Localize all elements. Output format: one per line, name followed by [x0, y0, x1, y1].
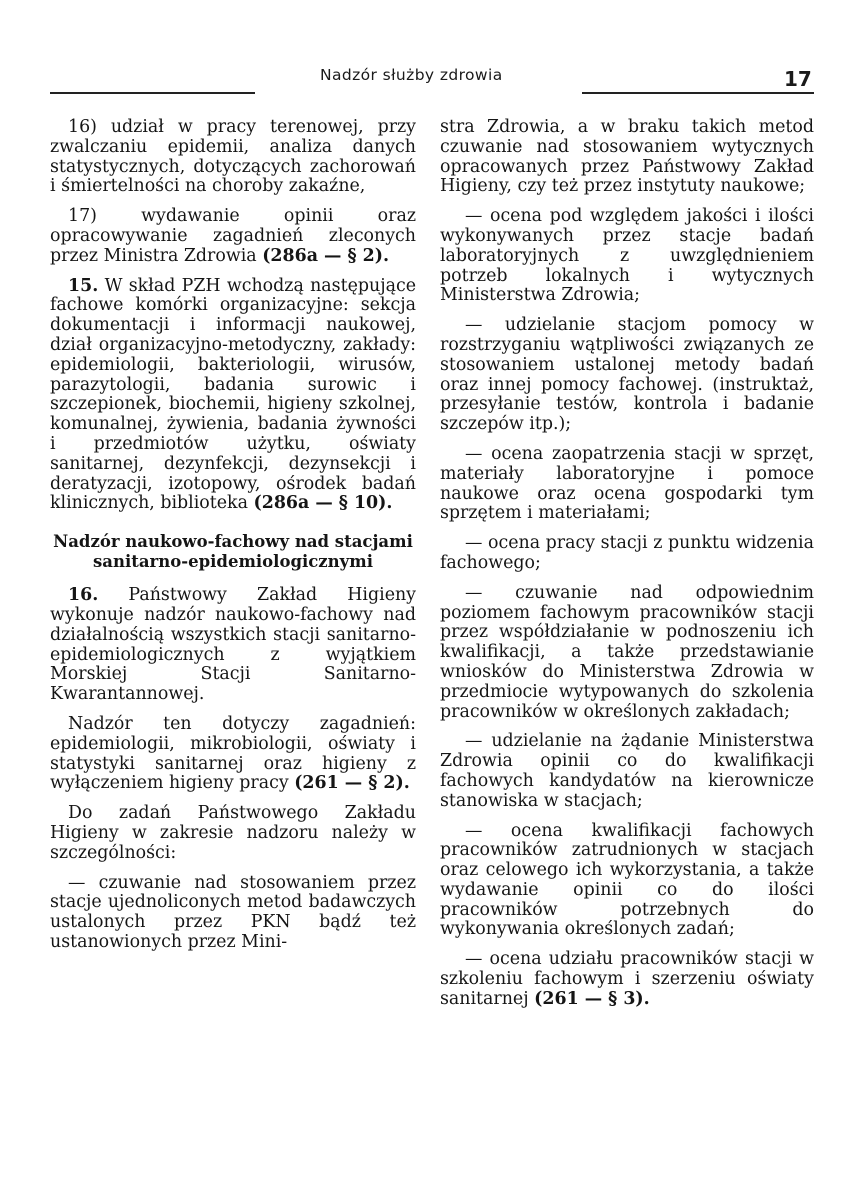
list-item: — ocena pod względem jakości i ilości wykonywanych przez stacje badań laboratoryjnych z uwzględnieniem potrzeb lokalnych i wytycznych Ministerstwa Zdrowia; — [440, 206, 814, 306]
legal-reference: (261 — § 3). — [534, 988, 650, 1009]
list-item: — ocena zaopatrzenia stacji w sprzęt, materiały laboratoryjne i pomoce naukowe oraz ocena gospodarki tym sprzętem i materiałami; — [440, 443, 814, 524]
section-number: 15. — [68, 275, 99, 296]
right-column — [440, 118, 814, 1020]
list-item: — ocena kwalifikacji fachowych pracowników zatrudnionych w stacjach oraz celowego ich wykorzystania, a także wydawanie opinii co do ilości pracowników potrzebnych do wykonywania określonych zadań; — [440, 820, 814, 940]
item-17-paragraph: 17) wydawanie opinii oraz opracowywanie zagadnień zleconych przez Ministra Zdrowia (286a — § 2). — [50, 206, 416, 266]
page-number: 17 — [784, 67, 812, 91]
list-item: — ocena pracy stacji z punktu widzenia fachowego; — [440, 533, 814, 573]
legal-reference: (286a — § 10). — [253, 493, 393, 514]
legal-reference: (261 — § 2). — [294, 773, 410, 794]
continuation-paragraph: stra Zdrowia, a w braku takich metod czuwanie nad stosowaniem wytycznych opracowanych przez Państwowy Zakład Higieny, czy też przez instytuty naukowe; — [440, 117, 814, 197]
header-rule-right — [582, 92, 814, 94]
left-column — [50, 118, 416, 963]
list-item: — udzielanie stacjom pomocy w rozstrzyganiu wątpliwości związanych ze stosowaniem ustalonej metody badań oraz innej pomocy fachowej. (instruktaż, przesyłanie testów, kontrola i badanie szczepów itp.); — [440, 315, 814, 435]
list-item: — ocena udziału pracowników stacji w szkoleniu fachowym i szerzeniu oświaty sanitarnej (261 — § 3). — [440, 949, 814, 1009]
list-item: — udzielanie na żądanie Ministerstwa Zdrowia opinii co do kwalifikacji fachowych kandydatów na kierownicze stanowiska w stacjach; — [440, 731, 814, 811]
zadania-paragraph: Do zadań Państwowego Zakładu Higieny w zakresie nadzoru należy w szczególności: — [50, 803, 416, 863]
item-16-paragraph: 16) udział w pracy terenowej, przy zwalczaniu epidemii, analiza danych statystycznych, dotyczących zachorowań i śmiertelności na choroby zakaźne, — [50, 117, 416, 197]
czuwanie-paragraph: — czuwanie nad stosowaniem przez stacje ujednoliconych metod badawczych ustalonych przez PKN bądź też ustanowionych przez Mini- — [50, 872, 416, 952]
legal-reference: (286a — § 2). — [262, 245, 390, 266]
section-15-paragraph: 15. W skład PZH wchodzą następujące fachowe komórki organizacyjne: sekcja dokumentacji i informacji naukowej, dział organizacyjno-metodyczny, zakłady: epidemiologii, bakteriologii, wirusów, parazytologii, badania surowic i szczepionek, biochemii, higieny szkolnej, komunalnej, żywienia, badania żywności i przedmiotów użytku, oświaty sanitarnej, dezynfekcji, dezynsekcji i deratyzacji, izotopowy, ośrodek badań klinicznych, biblioteka (286a — § 10). — [50, 275, 416, 514]
section-number: 16. — [68, 585, 99, 606]
header-rule-left — [50, 92, 255, 94]
list-item: — czuwanie nad odpowiednim poziomem fachowym pracowników stacji przez współdziałanie w podnoszeniu ich kwalifikacji, a także przedstawianie wniosków do Ministerstwa Zdrowia w przedmiocie wytypowanych do szkolenia pracowników w określonych zakładach; — [440, 582, 814, 722]
nadzor-paragraph: Nadzór ten dotyczy zagadnień: epidemiologii, mikrobiologii, oświaty i statystyki sanitarnej oraz higieny z wyłączeniem higieny pracy (261 — § 2). — [50, 713, 416, 794]
section-16-paragraph: 16. Państwowy Zakład Higieny wykonuje nadzór naukowo-fachowy nad działalnością wszystkich stacji sanitarno-epidemiologicznych z wyjątkiem Morskiej Stacji Sanitarno-Kwarantannowej. — [50, 585, 417, 705]
section-heading: Nadzór naukowo-fachowy nad stacjami sanitarno-epidemiologicznymi — [53, 532, 413, 572]
running-header-title: Nadzór służby zdrowia — [320, 66, 503, 84]
